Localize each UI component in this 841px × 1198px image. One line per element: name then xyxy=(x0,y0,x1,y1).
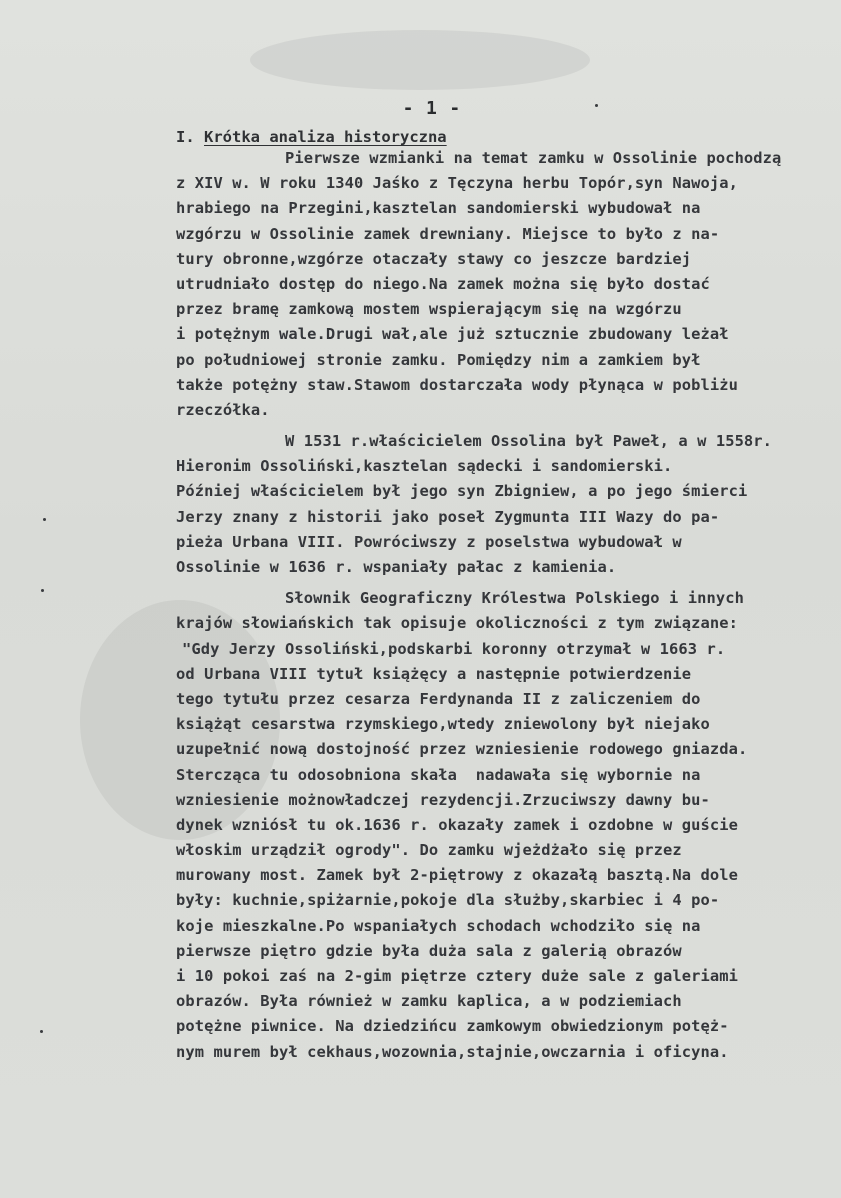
text-line: hrabiego na Przegini,kasztelan sandomierski wybudował na xyxy=(176,199,701,218)
text-line: pieża Urbana VIII. Powróciwszy z poselstwa wybudował w xyxy=(176,532,682,551)
text-line: murowany most. Zamek był 2-piętrowy z okazałą basztą.Na dole xyxy=(176,866,738,885)
text-line: uzupełnić nową dostojność przez wzniesienie rodowego gniazda. xyxy=(176,740,748,759)
text-line: utrudniało dostęp do niego.Na zamek można się było dostać xyxy=(176,274,710,293)
text-line: Pierwsze wzmianki na temat zamku w Ossolinie pochodzą xyxy=(285,149,782,167)
text-line: krajów słowiańskich tak opisuje okoliczności z tym związane: xyxy=(176,614,738,633)
text-line: pierwsze piętro gdzie była duża sala z galerią obrazów xyxy=(176,941,682,960)
text-line: od Urbana VIII tytuł książęcy a następnie potwierdzenie xyxy=(176,664,692,683)
text-line: W 1531 r.właścicielem Ossolina był Paweł, a w 1558r. xyxy=(285,432,773,451)
text-line: Stercząca tu odosobniona skała nadawała się wybornie na xyxy=(176,765,701,784)
margin-dot xyxy=(43,518,46,521)
margin-dot xyxy=(40,1030,43,1033)
text-line: rzeczółka. xyxy=(176,400,270,419)
text-line: tego tytułu przez cesarza Ferdynanda II z zaliczeniem do xyxy=(176,689,701,708)
paper-stain xyxy=(250,30,590,90)
text-line: koje mieszkalne.Po wspaniałych schodach wchodziło się na xyxy=(176,916,701,935)
text-line: Ossolinie w 1636 r. wspaniały pałac z kamienia. xyxy=(176,558,617,576)
text-line: i potężnym wale.Drugi wał,ale już sztucznie zbudowany leżał xyxy=(176,325,729,344)
heading-number: I. xyxy=(176,128,195,146)
paragraph-3 xyxy=(176,586,835,1065)
margin-dot xyxy=(595,104,598,107)
text-line: Później właścicielem był jego syn Zbigniew, a po jego śmierci xyxy=(176,482,748,501)
text-line: Jerzy znany z historii jako poseł Zygmunta III Wazy do pa- xyxy=(176,507,720,526)
text-line: Słownik Geograficzny Królestwa Polskiego i innych xyxy=(285,589,744,608)
text-line: tury obronne,wzgórze otaczały stawy co jeszcze bardziej xyxy=(176,249,692,268)
heading-title: Krótka analiza historyczna xyxy=(204,128,447,146)
text-line: włoskim urządził ogrody". Do zamku wjeżdżało się przez xyxy=(176,841,682,860)
text-line: były: kuchnie,spiżarnie,pokoje dla służby,skarbiec i 4 po- xyxy=(176,891,720,910)
text-line: książąt cesarstwa rzymskiego,wtedy zniewolony był niejako xyxy=(176,715,710,734)
text-line: wzgórzu w Ossolinie zamek drewniany. Miejsce to było z na- xyxy=(176,224,720,243)
text-line: po południowej stronie zamku. Pomiędzy nim a zamkiem był xyxy=(176,350,701,369)
margin-dot xyxy=(41,589,44,592)
text-line: dynek wzniósł tu ok.1636 r. okazały zamek i ozdobne w guście xyxy=(176,815,738,834)
text-line: nym murem był cekhaus,wozownia,stajnie,owczarnia i oficyna. xyxy=(176,1042,729,1061)
text-line: "Gdy Jerzy Ossoliński,podskarbi koronny otrzymał w 1663 r. xyxy=(182,639,726,658)
document-body xyxy=(176,146,835,1065)
paragraph-1 xyxy=(176,146,835,423)
text-line: i 10 pokoi zaś na 2-gim piętrze cztery duże sale z galeriami xyxy=(176,967,738,985)
text-line: Hieronim Ossoliński,kasztelan sądecki i sandomierski. xyxy=(176,457,673,476)
paragraph-2 xyxy=(176,429,835,580)
page-number: - 1 - xyxy=(402,98,463,119)
text-line: potężne piwnice. Na dziedzińcu zamkowym obwiedzionym potęż- xyxy=(176,1017,729,1036)
text-line: wzniesienie możnowładczej rezydencji.Zrzuciwszy dawny bu- xyxy=(176,790,710,809)
text-line: z XIV w. W roku 1340 Jaśko z Tęczyna herbu Topór,syn Nawoja, xyxy=(176,174,738,193)
text-line: także potężny staw.Stawom dostarczała wody płynąca w pobliżu xyxy=(176,375,738,394)
section-heading xyxy=(176,128,447,146)
text-line: przez bramę zamkową mostem wspierającym się na wzgórzu xyxy=(176,300,682,319)
text-line: obrazów. Była również w zamku kaplica, a w podziemiach xyxy=(176,992,682,1011)
